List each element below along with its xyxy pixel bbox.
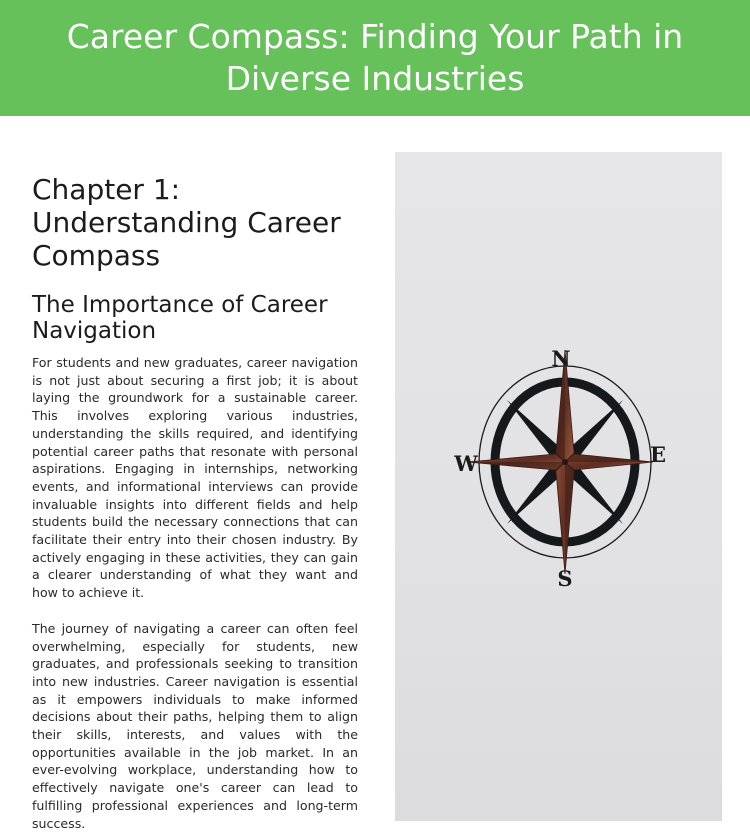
- compass-west-label: W: [454, 451, 478, 476]
- section-title: The Importance of Career Navigation: [32, 292, 328, 344]
- main-content: [32, 173, 358, 832]
- chapter-title: Chapter 1: Understanding Career Compass: [32, 173, 341, 272]
- compass-east-label: E: [649, 442, 667, 467]
- compass-image: [395, 152, 722, 821]
- compass-rose-icon: [395, 152, 722, 821]
- paragraph-1: For students and new graduates, career navigation is not just about securing a first job; it is about laying the groundwork for a sustainable career. This involves exploring various industries, understanding the skills required, and identifying potential career paths that resonate with personal aspirations. Engaging in internships, networking events, and informational interviews can provide invaluable insights into different fields and help students build the necessary connections that can facilitate their entry into their chosen industry. By actively engaging in these activities, they can gain a clearer understanding of what they want and how to achieve it.: [32, 355, 358, 601]
- page-title: Career Compass: Finding Your Path in Diverse Industries: [66, 17, 684, 98]
- page-header: [0, 0, 750, 116]
- paragraph-2: The journey of navigating a career can often feel overwhelming, especially for students, new graduates, and professionals seeking to transition into new industries. Career navigation is essential as it empowers individuals to make informed decisions about their paths, helping them to align their skills, interests, and values with the opportunities available in the job market. In an ever-evolving workplace, understanding how to effectively navigate one's career can lead to fulfilling professional experiences and long-term success.: [32, 620, 358, 831]
- compass-north-label: N: [551, 346, 571, 371]
- compass-south-label: S: [557, 566, 573, 591]
